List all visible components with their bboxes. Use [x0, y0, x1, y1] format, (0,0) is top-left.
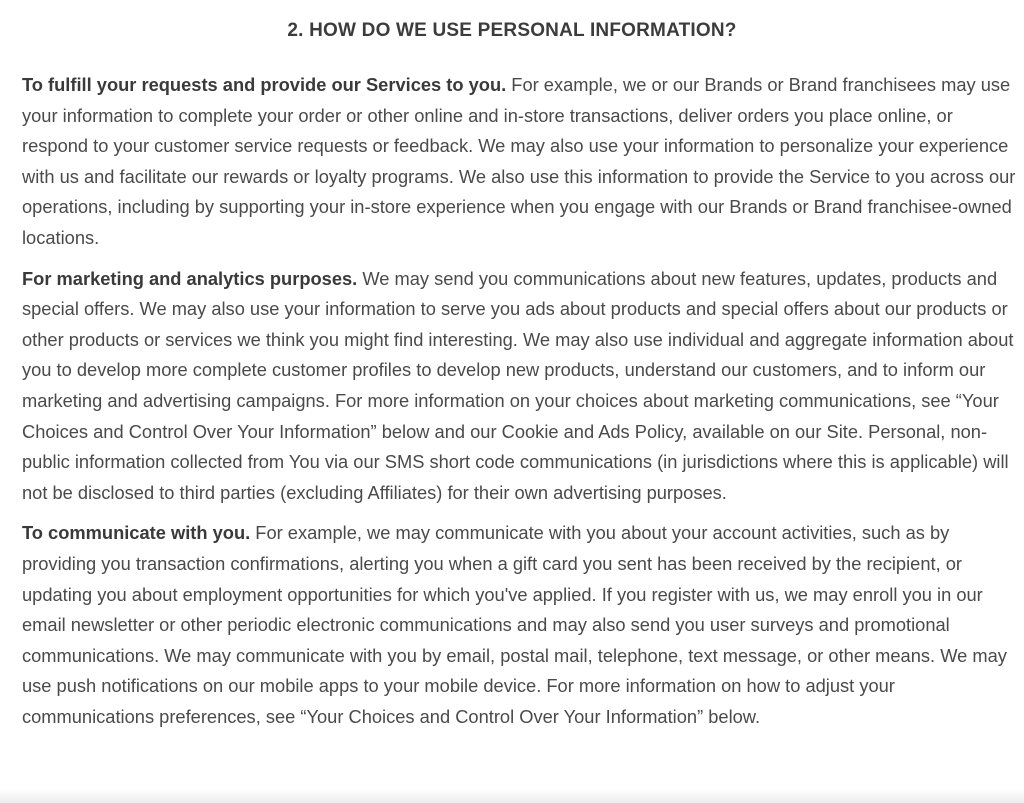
bottom-edge-shadow [0, 789, 1024, 803]
paragraph-body: For example, we may communicate with you about your account activities, such as by providing you transaction confirmations, alerting you when a gift card you sent has been received by the recipient, or updating you about employment opportunities for which you've applied. If you register with us, we may enroll you in our email newsletter or other periodic electronic communications and may also send you user surveys and promotional communications. We may communicate with you by email, postal mail, telephone, text message, or other means. We may use push notifications on our mobile apps to your mobile device. For more information on how to adjust your communications preferences, see “Your Choices and Control Over Your Information” below. [22, 522, 1007, 727]
section-content [22, 70, 1016, 742]
paragraph-fulfill-requests [22, 70, 1016, 254]
paragraph-body: We may send you communications about new features, updates, products and special offers. We may also use your information to serve you ads about products and special offers about our products or other products or services we think you might find interesting. We may also use individual and aggregate information about you to develop more complete customer profiles to develop new products, understand our customers, and to inform our marketing and advertising campaigns. For more information on your choices about marketing communications, see “Your Choices and Control Over Your Information” below and our Cookie and Ads Policy, available on our Site. Personal, non-public information collected from You via our SMS short code communications (in jurisdictions where this is applicable) will not be disclosed to third parties (excluding Affiliates) for their own advertising purposes. [22, 267, 1014, 503]
paragraph-lead: To fulfill your requests and provide our Services to you. [22, 74, 507, 95]
paragraph-marketing-analytics [22, 264, 1016, 509]
paragraph-lead: For marketing and analytics purposes. [22, 267, 358, 289]
paragraph-body: For example, we or our Brands or Brand franchisees may use your information to complete your order or other online and in-store transactions, deliver orders you place online, or respond to your customer service requests or feedback. We may also use your information to personalize your experience with us and facilitate our rewards or loyalty programs. We also use this information to provide the Service to you across our operations, including by supporting your in-store experience when you engage with our Brands or Brand franchisee-owned locations. [22, 74, 1016, 248]
paragraph-communicate [22, 518, 1016, 732]
section-title: 2. HOW DO WE USE PERSONAL INFORMATION? [287, 20, 737, 41]
paragraph-lead: To communicate with you. [22, 522, 251, 544]
